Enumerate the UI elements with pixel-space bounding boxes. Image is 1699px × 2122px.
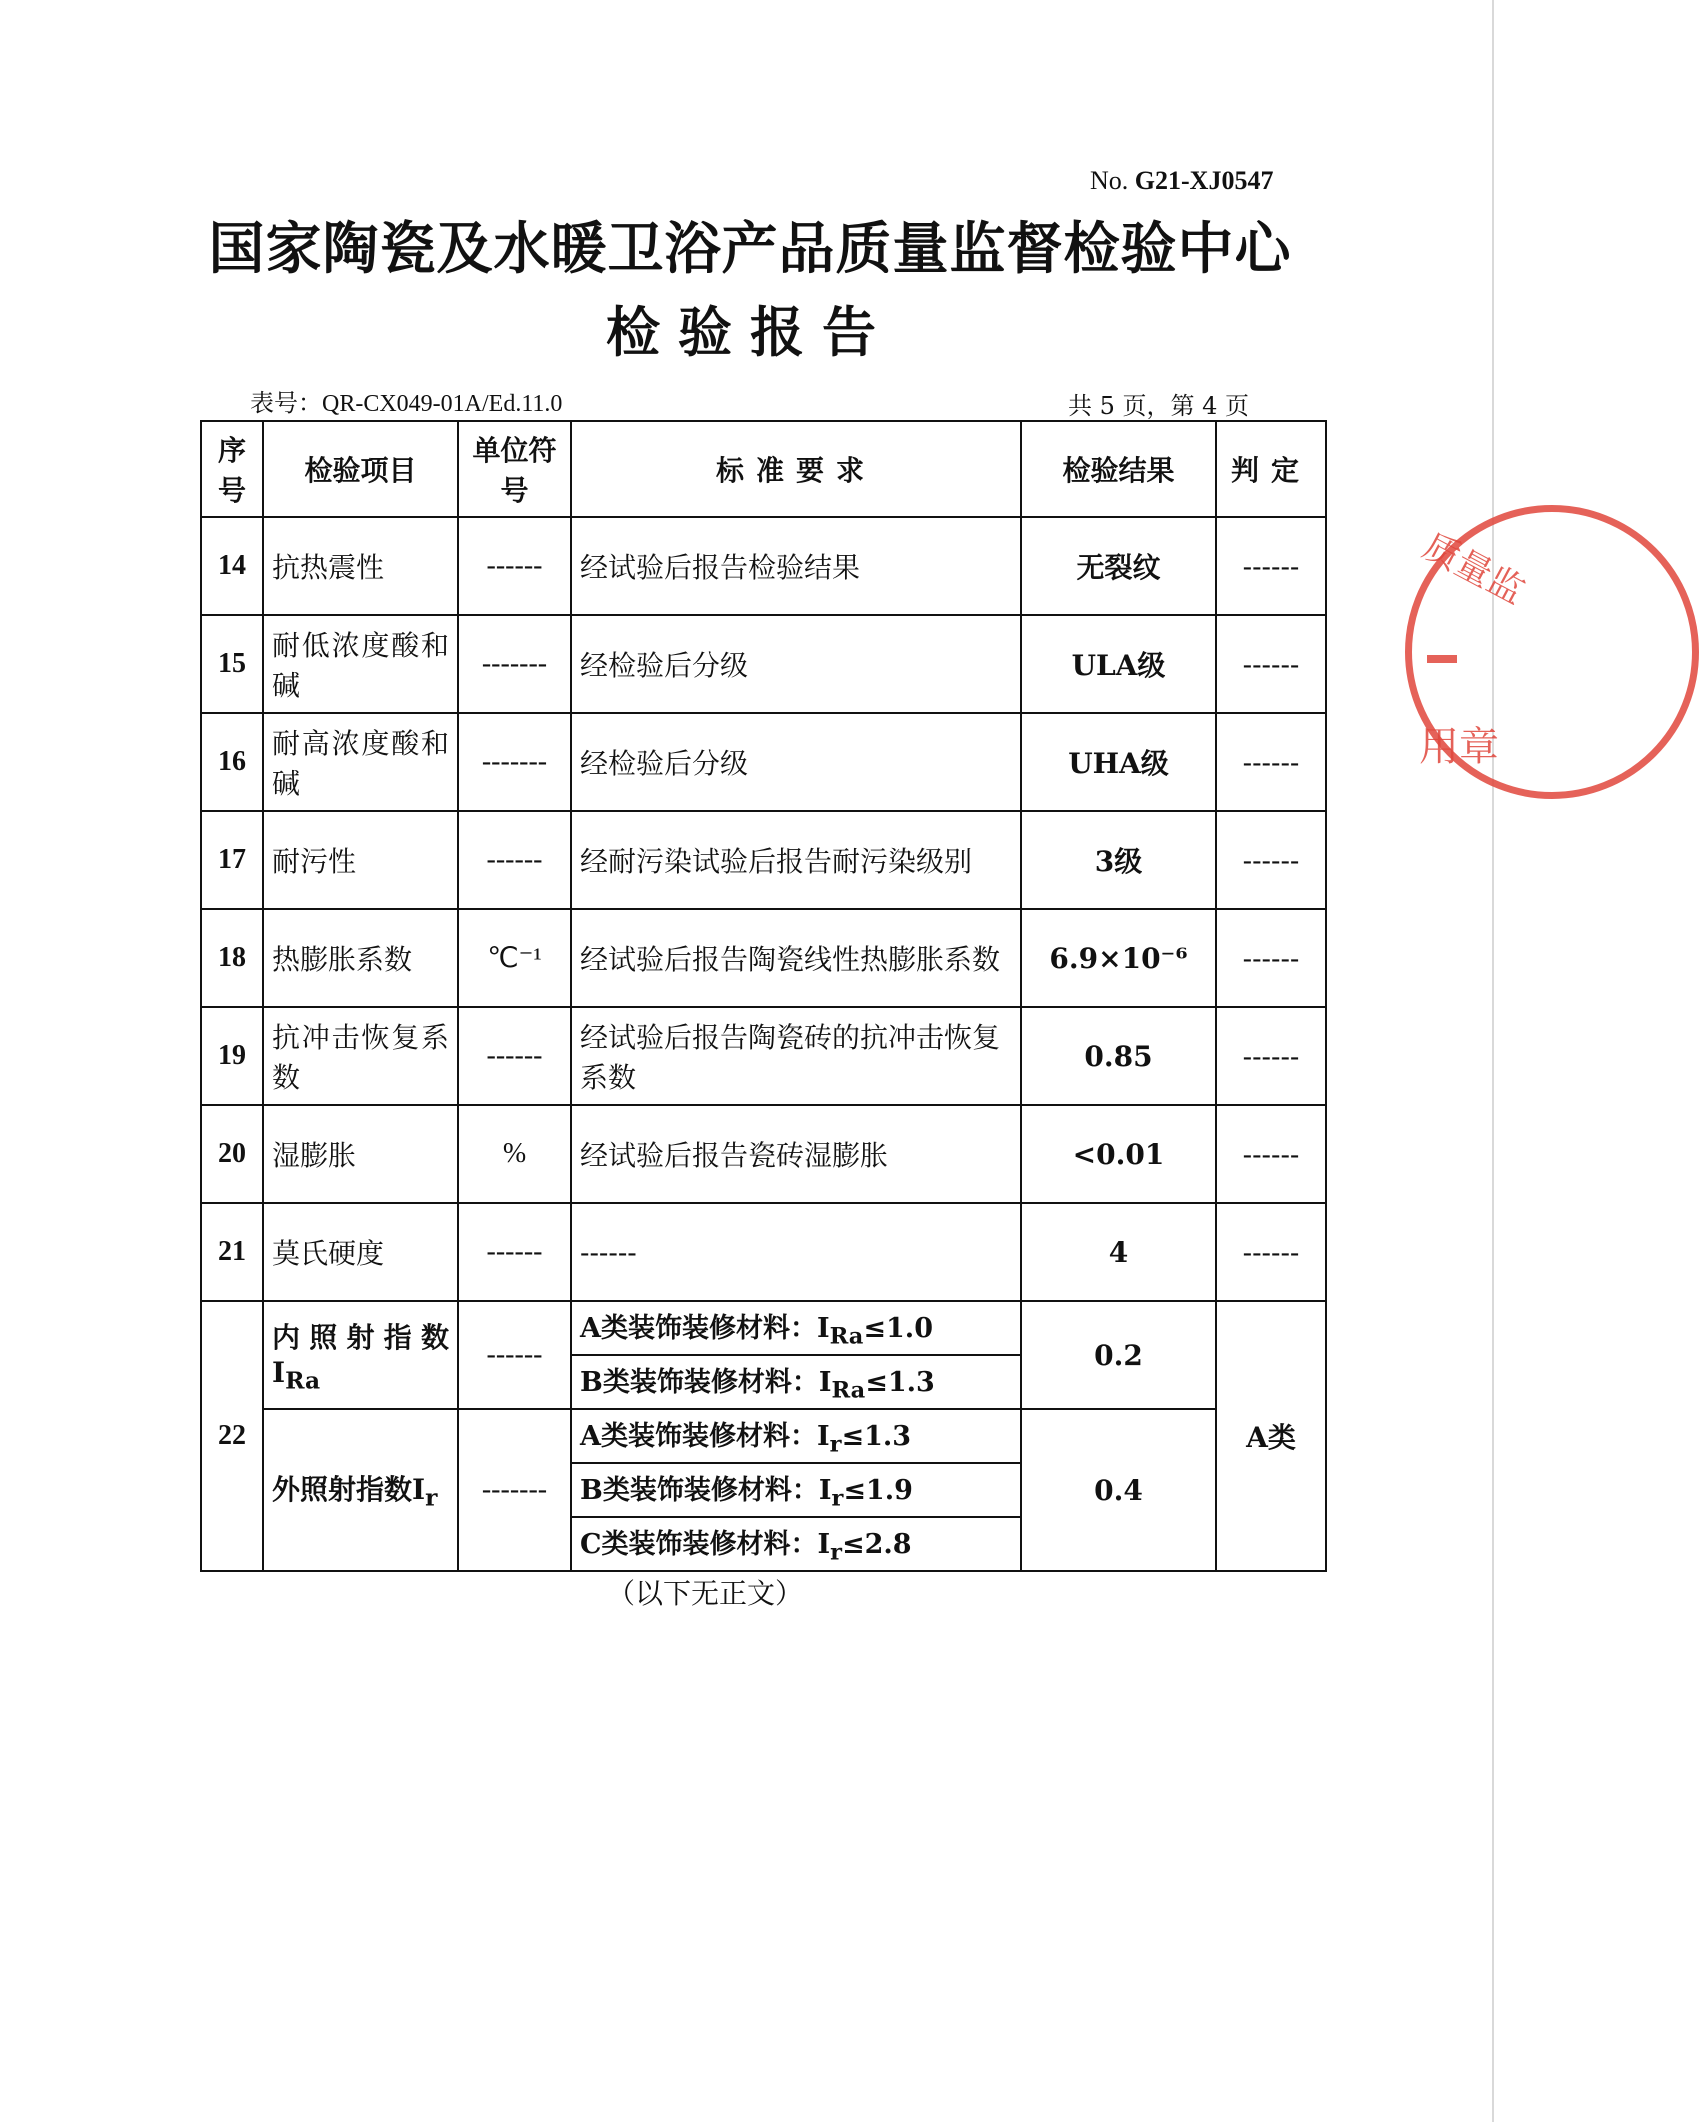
organization-title: 国家陶瓷及水暖卫浴产品质量监督检验中心	[208, 216, 1292, 282]
radiation-requirement: A类装饰装修材料：$I_{Ra}\le 1.0$	[571, 1301, 1021, 1355]
header-item: 检验项目	[263, 421, 458, 517]
item-subscript: Ra	[285, 1366, 321, 1395]
radiation-item: 外照射指数$I_r$	[263, 1409, 458, 1571]
row-item: 热膨胀系数	[263, 909, 458, 1007]
row-number: 21	[201, 1203, 263, 1301]
row-unit: -------	[458, 1409, 571, 1571]
report-number: No. G21-XJ0547	[1090, 166, 1274, 195]
requirement-subscript: r	[829, 1431, 842, 1458]
radiation-requirement: C类装饰装修材料：$I_r\le 2.8$	[571, 1517, 1021, 1571]
header-unit: 单位符号	[458, 421, 571, 517]
row-result: 6.9×10⁻⁶	[1021, 909, 1216, 1007]
radiation-requirement: A类装饰装修材料：$I_r\le 1.3$	[571, 1409, 1021, 1463]
table-row	[201, 713, 1326, 811]
official-seal	[1405, 505, 1605, 825]
table-row	[201, 909, 1326, 1007]
seal-mark	[1427, 655, 1457, 663]
table-row	[201, 811, 1326, 909]
requirement-subscript: r	[830, 1539, 842, 1566]
row-verdict: ------	[1216, 517, 1326, 615]
row-result: 无裂纹	[1021, 517, 1216, 615]
row-requirement: 经检验后分级	[571, 615, 1021, 713]
row-requirement: 经试验后报告检验结果	[571, 517, 1021, 615]
table-row	[201, 615, 1326, 713]
row-result: 4	[1021, 1203, 1216, 1301]
row-verdict: ------	[1216, 615, 1326, 713]
row-unit: ------	[458, 517, 571, 615]
row-result: UHA级	[1021, 713, 1216, 811]
row-requirement: 经试验后报告陶瓷砖的抗冲击恢复系数	[571, 1007, 1021, 1105]
row-requirement: 经耐污染试验后报告耐污染级别	[571, 811, 1021, 909]
row-verdict: ------	[1216, 1007, 1326, 1105]
row-result: ULA级	[1021, 615, 1216, 713]
row-requirement: ------	[571, 1203, 1021, 1301]
row-verdict: ------	[1216, 1105, 1326, 1203]
inspection-table	[200, 420, 1327, 1572]
row-verdict: ------	[1216, 909, 1326, 1007]
row-number: 17	[201, 811, 263, 909]
header-result: 检验结果	[1021, 421, 1216, 517]
table-header-row	[201, 421, 1326, 517]
seal-text-top: 质量监	[1416, 525, 1531, 613]
row-result: 0.2	[1021, 1301, 1216, 1409]
table-row	[201, 1301, 1326, 1355]
radiation-requirement: B类装饰装修材料：$I_{Ra}\le 1.3$	[571, 1355, 1021, 1409]
row-verdict: ------	[1216, 811, 1326, 909]
row-item: 抗热震性	[263, 517, 458, 615]
table-row	[201, 517, 1326, 615]
row-requirement: 经检验后分级	[571, 713, 1021, 811]
row-item: 莫氏硬度	[263, 1203, 458, 1301]
row-requirement: 经试验后报告瓷砖湿膨胀	[571, 1105, 1021, 1203]
row-number: 22	[201, 1301, 263, 1571]
row-number: 14	[201, 517, 263, 615]
radiation-requirement: B类装饰装修材料：$I_r\le 1.9$	[571, 1463, 1021, 1517]
header-requirement: 标准要求	[571, 421, 1021, 517]
seal-text-bottom: 用章	[1419, 724, 1499, 770]
row-unit: ------	[458, 811, 571, 909]
row-unit: -------	[458, 615, 571, 713]
row-verdict: ------	[1216, 713, 1326, 811]
row-unit: ------	[458, 1007, 571, 1105]
row-unit: -------	[458, 713, 571, 811]
document-title: 检验报告	[606, 300, 894, 364]
requirement-subscript: r	[831, 1485, 844, 1512]
row-verdict: A类	[1216, 1301, 1326, 1571]
row-number: 19	[201, 1007, 263, 1105]
page-info: 共 5 页，第 4 页	[1068, 392, 1250, 420]
item-subscript: r	[425, 1483, 438, 1512]
end-of-text-note: （以下无正文）	[606, 1577, 803, 1610]
row-item: 耐污性	[263, 811, 458, 909]
header-verdict: 判定	[1216, 421, 1326, 517]
row-number: 16	[201, 713, 263, 811]
table-row	[201, 1203, 1326, 1301]
row-number: 20	[201, 1105, 263, 1203]
row-number: 18	[201, 909, 263, 1007]
requirement-subscript: Ra	[829, 1323, 864, 1350]
row-requirement: 经试验后报告陶瓷线性热膨胀系数	[571, 909, 1021, 1007]
row-item: 耐高浓度酸和碱	[263, 713, 458, 811]
table-row	[201, 1409, 1326, 1463]
row-unit: ℃⁻¹	[458, 909, 571, 1007]
form-code: 表号：QR-CX049-01A/Ed.11.0	[250, 391, 563, 417]
row-unit: ------	[458, 1203, 571, 1301]
row-verdict: ------	[1216, 1203, 1326, 1301]
header-no: 序号	[201, 421, 263, 517]
row-result: 0.4	[1021, 1409, 1216, 1571]
row-item: 湿膨胀	[263, 1105, 458, 1203]
radiation-item: 内照射指数$I_{Ra}$	[263, 1301, 458, 1409]
row-unit: ------	[458, 1301, 571, 1409]
row-item: 抗冲击恢复系数	[263, 1007, 458, 1105]
table-row	[201, 1007, 1326, 1105]
requirement-subscript: Ra	[831, 1377, 866, 1404]
table-row	[201, 1105, 1326, 1203]
row-unit: %	[458, 1105, 571, 1203]
row-result: <0.01	[1021, 1105, 1216, 1203]
row-number: 15	[201, 615, 263, 713]
row-result: 0.85	[1021, 1007, 1216, 1105]
row-item: 耐低浓度酸和碱	[263, 615, 458, 713]
row-result: 3级	[1021, 811, 1216, 909]
